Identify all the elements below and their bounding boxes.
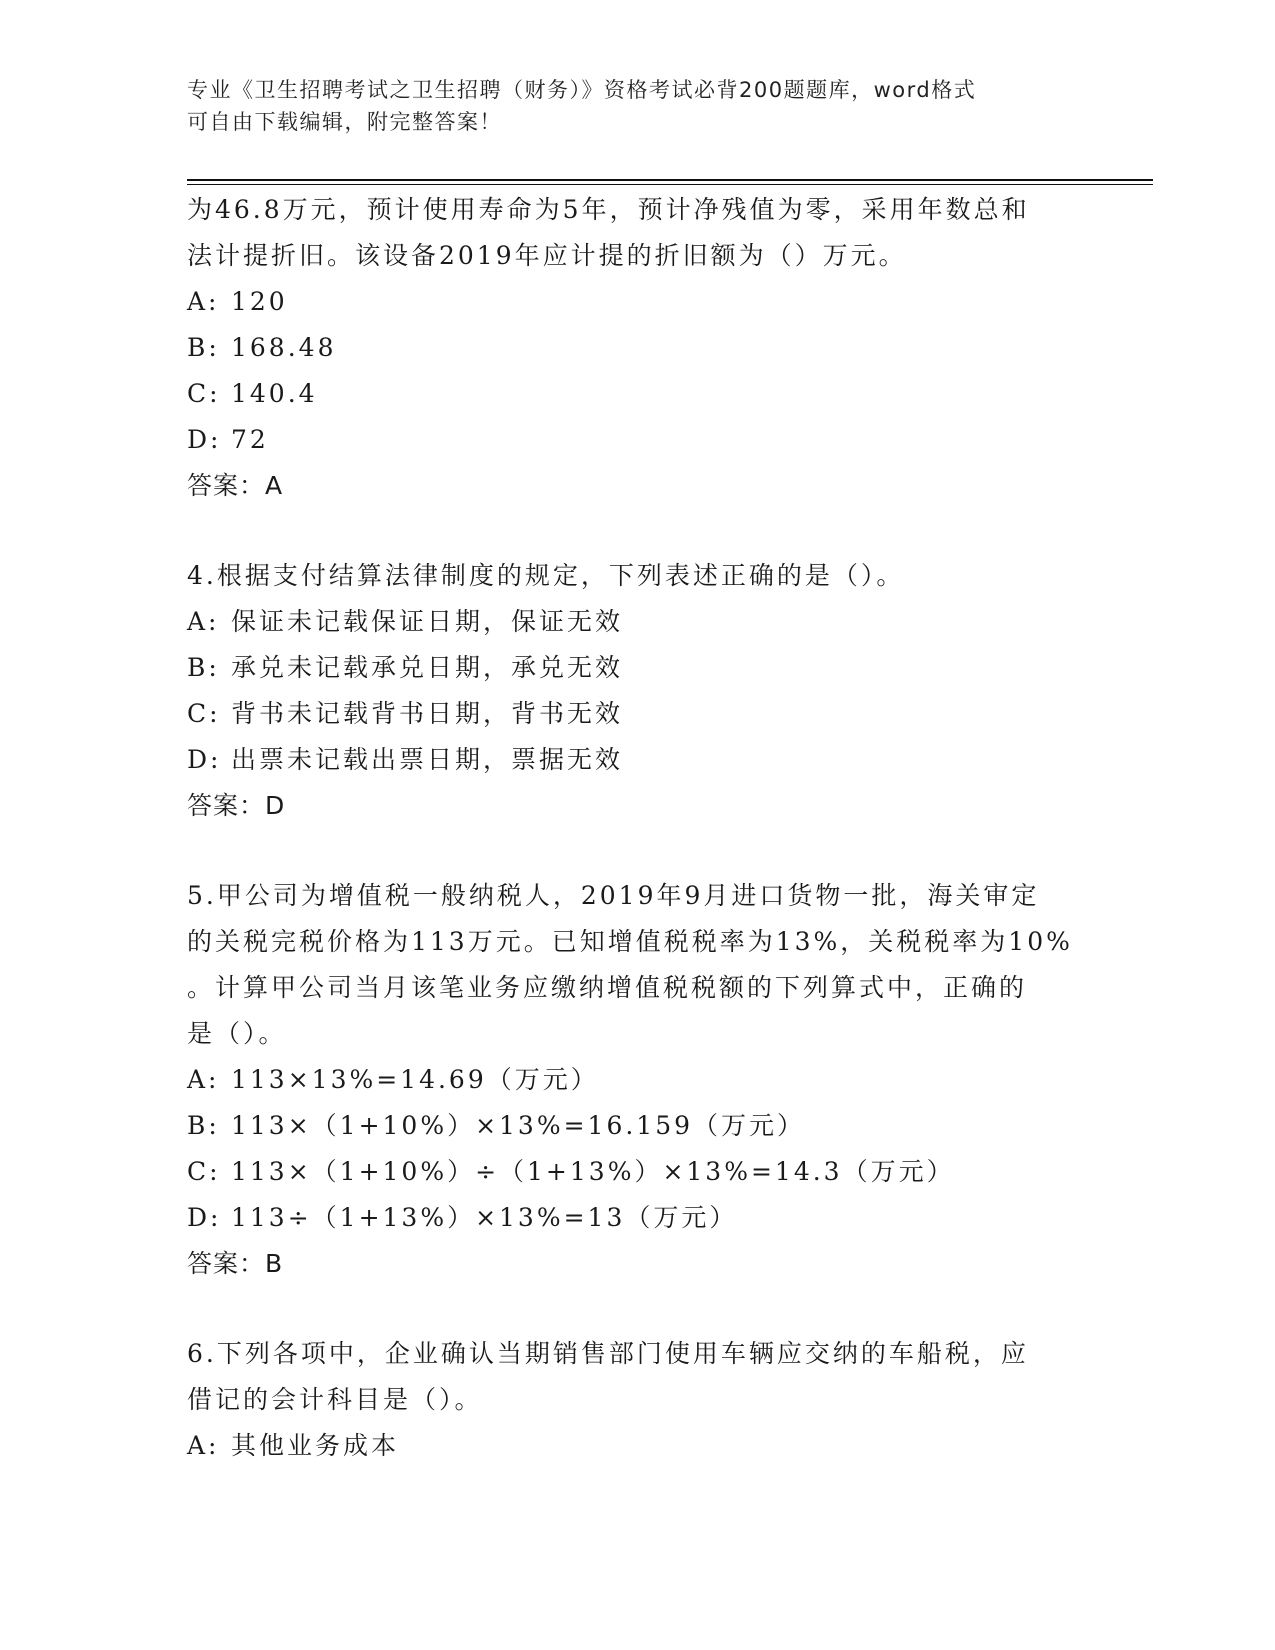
- option-label: B:: [187, 333, 220, 362]
- question-6-text-line-1: 6.下列各项中，企业确认当期销售部门使用车辆应交纳的车船税，应: [187, 1339, 1029, 1368]
- option-label: A:: [187, 1431, 220, 1460]
- option-text: 120: [231, 287, 288, 316]
- option-a: [187, 279, 1087, 325]
- header-title-line-2: 可自由下载编辑，附完整答案！: [187, 110, 502, 134]
- question-5: [187, 873, 1087, 1287]
- option-text: 承兑未记载承兑日期，承兑无效: [231, 653, 624, 682]
- option-text: 113×13%=14.69（万元）: [231, 1065, 599, 1094]
- option-label: C:: [187, 1157, 221, 1186]
- option-text: 保证未记载保证日期，保证无效: [231, 607, 624, 636]
- option-text: 113÷（1+13%）×13%=13（万元）: [231, 1203, 738, 1232]
- option-a: [187, 1423, 1087, 1469]
- option-text: 72: [231, 425, 269, 454]
- header-title-line-1: 专业《卫生招聘考试之卫生招聘（财务）》资格考试必背200题题库，word格式: [187, 78, 977, 102]
- option-label: D:: [187, 425, 222, 454]
- option-text: 113×（1+10%）×13%=16.159（万元）: [231, 1111, 806, 1140]
- option-label: C:: [187, 699, 221, 728]
- option-text: 其他业务成本: [231, 1431, 400, 1460]
- option-label: A:: [187, 1065, 220, 1094]
- question-4-text-line-1: 4.根据支付结算法律制度的规定，下列表述正确的是（）。: [187, 561, 905, 590]
- question-6-text-line-2: 借记的会计科目是（）。: [187, 1385, 483, 1414]
- option-label: D:: [187, 1203, 222, 1232]
- question-3-text-line-1: 为46.8万元，预计使用寿命为5年，预计净残值为零，采用年数总和: [187, 195, 1030, 224]
- header-divider-thin: [187, 184, 1153, 185]
- option-label: B:: [187, 653, 220, 682]
- option-c: [187, 691, 1087, 737]
- option-text: 出票未记载出票日期，票据无效: [231, 745, 624, 774]
- option-text: 背书未记载背书日期，背书无效: [231, 699, 624, 728]
- question-5-text-line-3: 。计算甲公司当月该笔业务应缴纳增值税税额的下列算式中，正确的: [187, 973, 1028, 1002]
- option-d: [187, 417, 1087, 463]
- option-c: [187, 371, 1087, 417]
- option-text: 168.48: [231, 333, 337, 362]
- question-3: [187, 187, 1087, 509]
- question-5-text-line-4: 是（）。: [187, 1019, 287, 1048]
- option-label: D:: [187, 745, 222, 774]
- option-label: A:: [187, 607, 220, 636]
- question-4: [187, 553, 1087, 829]
- option-d: [187, 737, 1087, 783]
- question-3-answer: 答案：A: [187, 471, 284, 500]
- question-3-text-line-2: 法计提折旧。该设备2019年应计提的折旧额为（）万元。: [187, 241, 907, 270]
- option-a: [187, 599, 1087, 645]
- option-a: [187, 1057, 1087, 1103]
- question-5-answer: 答案：B: [187, 1249, 284, 1278]
- option-b: [187, 645, 1087, 691]
- question-list: [187, 187, 1087, 1469]
- option-label: B:: [187, 1111, 220, 1140]
- option-label: C:: [187, 379, 221, 408]
- question-5-text-line-2: 的关税完税价格为113万元。已知增值税税率为13%，关税税率为10%: [187, 927, 1073, 956]
- option-c: [187, 1149, 1087, 1195]
- option-text: 113×（1+10%）÷（1+13%）×13%=14.3（万元）: [231, 1157, 955, 1186]
- header-divider-thick: [187, 179, 1153, 181]
- option-b: [187, 325, 1087, 371]
- document-header: [187, 74, 1067, 138]
- question-5-text-line-1: 5.甲公司为增值税一般纳税人，2019年9月进口货物一批，海关审定: [187, 881, 1040, 910]
- question-4-answer: 答案：D: [187, 791, 286, 820]
- option-b: [187, 1103, 1087, 1149]
- option-label: A:: [187, 287, 220, 316]
- option-text: 140.4: [231, 379, 318, 408]
- question-6: [187, 1331, 1087, 1469]
- option-d: [187, 1195, 1087, 1241]
